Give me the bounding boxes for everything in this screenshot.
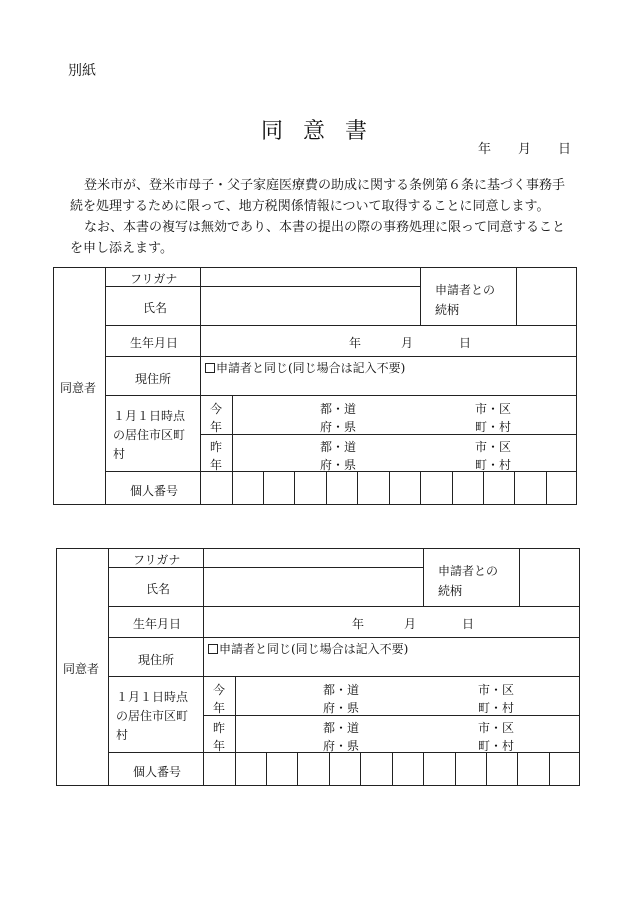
relationship-label: 申請者との — [438, 564, 499, 578]
consenter-label: 同意者 — [60, 381, 97, 395]
residence-label: １月１日時点 — [116, 690, 189, 704]
paragraph-line: 続を処理するために限って、地方税関係情報について取得することに同意します。 — [70, 199, 550, 214]
title-char: 同 — [260, 119, 285, 144]
this-year-label-2: 年 — [210, 420, 223, 434]
name-label: 氏名 — [146, 582, 171, 596]
personal-number-label: 個人番号 — [133, 765, 182, 779]
prefecture-label-2: 府・県 — [323, 701, 360, 715]
birth-month: 月 — [401, 336, 414, 350]
paragraph-line: なお、本書の複写は無効であり、本書の提出の際の事務処理に限って同意すること — [84, 220, 566, 235]
city-label-2: 町・村 — [478, 701, 515, 715]
birth-year: 年 — [352, 617, 365, 631]
prefecture-label-2: 府・県 — [320, 420, 357, 434]
residence-label: １月１日時点 — [113, 409, 186, 423]
prefecture-label: 都・道 — [320, 440, 357, 454]
prefecture-label-2: 府・県 — [323, 739, 360, 753]
address-label: 現住所 — [135, 372, 172, 386]
same-as-applicant-checkbox[interactable] — [208, 644, 218, 654]
city-label-2: 町・村 — [475, 420, 512, 434]
note-paragraph — [70, 217, 582, 259]
title-char: 意 — [302, 119, 327, 144]
residence-label-2: の居住市区町 — [113, 428, 186, 442]
address-label: 現住所 — [138, 653, 175, 667]
last-year-label: 昨 — [210, 440, 223, 454]
last-year-label: 昨 — [213, 721, 226, 735]
consenter-label: 同意者 — [63, 662, 100, 676]
this-year-label-2: 年 — [213, 701, 226, 715]
title-char: 書 — [345, 119, 370, 144]
date-year: 年 — [478, 142, 492, 157]
birthdate-label: 生年月日 — [133, 617, 182, 631]
prefecture-label: 都・道 — [320, 402, 357, 416]
birth-month: 月 — [404, 617, 417, 631]
date-day: 日 — [558, 142, 572, 157]
same-as-applicant-label: 申請者と同じ(同じ場合は記入不要) — [219, 642, 409, 656]
same-as-applicant-label: 申請者と同じ(同じ場合は記入不要) — [216, 361, 406, 375]
furigana-label: フリガナ — [130, 272, 178, 286]
residence-label-2: の居住市区町 — [116, 709, 189, 723]
date-field — [478, 138, 571, 157]
birth-day: 日 — [462, 617, 475, 631]
paragraph-line: を申し添えます。 — [70, 241, 173, 256]
prefecture-label: 都・道 — [323, 721, 360, 735]
residence-label-3: 村 — [116, 728, 129, 742]
birth-day: 日 — [459, 336, 472, 350]
prefecture-label-2: 府・県 — [320, 458, 357, 472]
city-label: 市・区 — [478, 721, 515, 735]
relationship-label-2: 続柄 — [435, 303, 460, 317]
personal-number-label: 個人番号 — [130, 484, 179, 498]
prefecture-label: 都・道 — [323, 683, 360, 697]
name-label: 氏名 — [143, 301, 168, 315]
birth-year: 年 — [349, 336, 362, 350]
city-label: 市・区 — [475, 402, 512, 416]
this-year-label: 今 — [213, 683, 226, 697]
last-year-label-2: 年 — [210, 458, 223, 472]
this-year-label: 今 — [210, 402, 223, 416]
same-as-applicant-checkbox[interactable] — [205, 363, 215, 373]
city-label: 市・区 — [478, 683, 515, 697]
consent-paragraph — [70, 175, 582, 217]
relationship-label-2: 続柄 — [438, 584, 463, 598]
furigana-label: フリガナ — [133, 553, 181, 567]
paragraph-line: 登米市が、登米市母子・父子家庭医療費の助成に関する条例第６条に基づく事務手 — [84, 178, 566, 193]
relationship-label: 申請者との — [435, 283, 496, 297]
city-label-2: 町・村 — [475, 458, 512, 472]
city-label-2: 町・村 — [478, 739, 515, 753]
residence-label-3: 村 — [113, 447, 126, 461]
attachment-label: 別紙 — [68, 63, 96, 79]
last-year-label-2: 年 — [213, 739, 226, 753]
city-label: 市・区 — [475, 440, 512, 454]
birthdate-label: 生年月日 — [130, 336, 179, 350]
date-month: 月 — [518, 142, 532, 157]
